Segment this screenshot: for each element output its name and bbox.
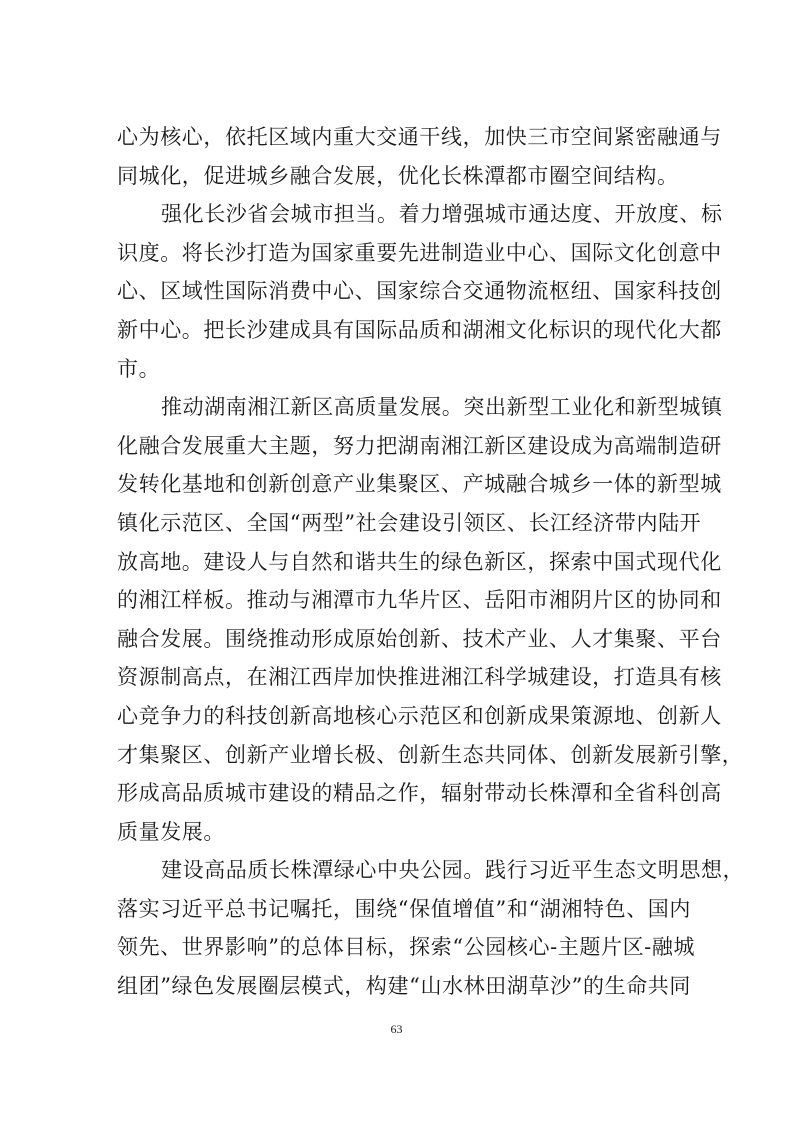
document-body — [117, 118, 745, 1006]
text-line: 镇化示范区、全国“两型”社会建设引领区、长江经济带内陆开 — [117, 510, 702, 535]
text-line: 化融合发展重大主题，努力把湖南湘江新区建设成为高端制造研 — [117, 433, 722, 458]
text-line: 组团”绿色发展圈层模式，构建“山水林田湖草沙”的生命共同 — [117, 974, 692, 999]
text-line: 市。 — [117, 356, 161, 381]
text-line: 资源制高点，在湘江西岸加快推进湘江科学城建设，打造具有核 — [117, 665, 722, 690]
text-line: 质量发展。 — [117, 819, 225, 844]
page-number: 63 — [390, 1022, 403, 1036]
text-line: 形成高品质城市建设的精品之作，辐射带动长株潭和全省科创高 — [117, 781, 722, 806]
text-line: 同城化，促进城乡融合发展，优化长株潭都市圈空间结构。 — [117, 163, 679, 188]
text-line: 放高地。建设人与自然和谐共生的绿色新区，探索中国式现代化 — [117, 549, 722, 574]
paragraph-first-line: 建设高品质长株潭绿心中央公园。践行习近平生态文明思想， — [161, 858, 745, 883]
text-line: 心、区域性国际消费中心、国家综合交通物流枢纽、国家科技创 — [117, 279, 722, 304]
text-line: 心竞争力的科技创新高地核心示范区和创新成果策源地、创新人 — [117, 703, 722, 728]
text-line: 心为核心，依托区域内重大交通干线，加快三市空间紧密融通与 — [117, 125, 722, 149]
text-line: 新中心。把长沙建成具有国际品质和湖湘文化标识的现代化大都 — [117, 317, 722, 342]
paragraph-first-line: 推动湖南湘江新区高质量发展。突出新型工业化和新型城镇 — [161, 395, 723, 420]
text-line: 的湘江样板。推动与湘潭市九华片区、岳阳市湘阴片区的协同和 — [117, 588, 722, 613]
text-lines — [117, 118, 745, 1006]
text-line: 发转化基地和创新创意产业集聚区、产城融合城乡一体的新型城 — [117, 472, 722, 497]
text-line: 才集聚区、创新产业增长极、创新生态共同体、创新发展新引擎， — [117, 742, 744, 767]
text-line: 融合发展。围绕推动形成原始创新、技术产业、人才集聚、平台 — [117, 626, 722, 651]
text-line: 领先、世界影响”的总体目标，探索“公园核心-主题片区-融城 — [117, 935, 696, 960]
paragraph-first-line: 强化长沙省会城市担当。着力增强城市通达度、开放度、标 — [161, 202, 723, 227]
text-line: 落实习近平总书记嘱托，围绕“保值增值”和“湖湘特色、国内 — [117, 896, 692, 921]
text-line: 识度。将长沙打造为国家重要先进制造业中心、国际文化创意中 — [117, 240, 722, 265]
